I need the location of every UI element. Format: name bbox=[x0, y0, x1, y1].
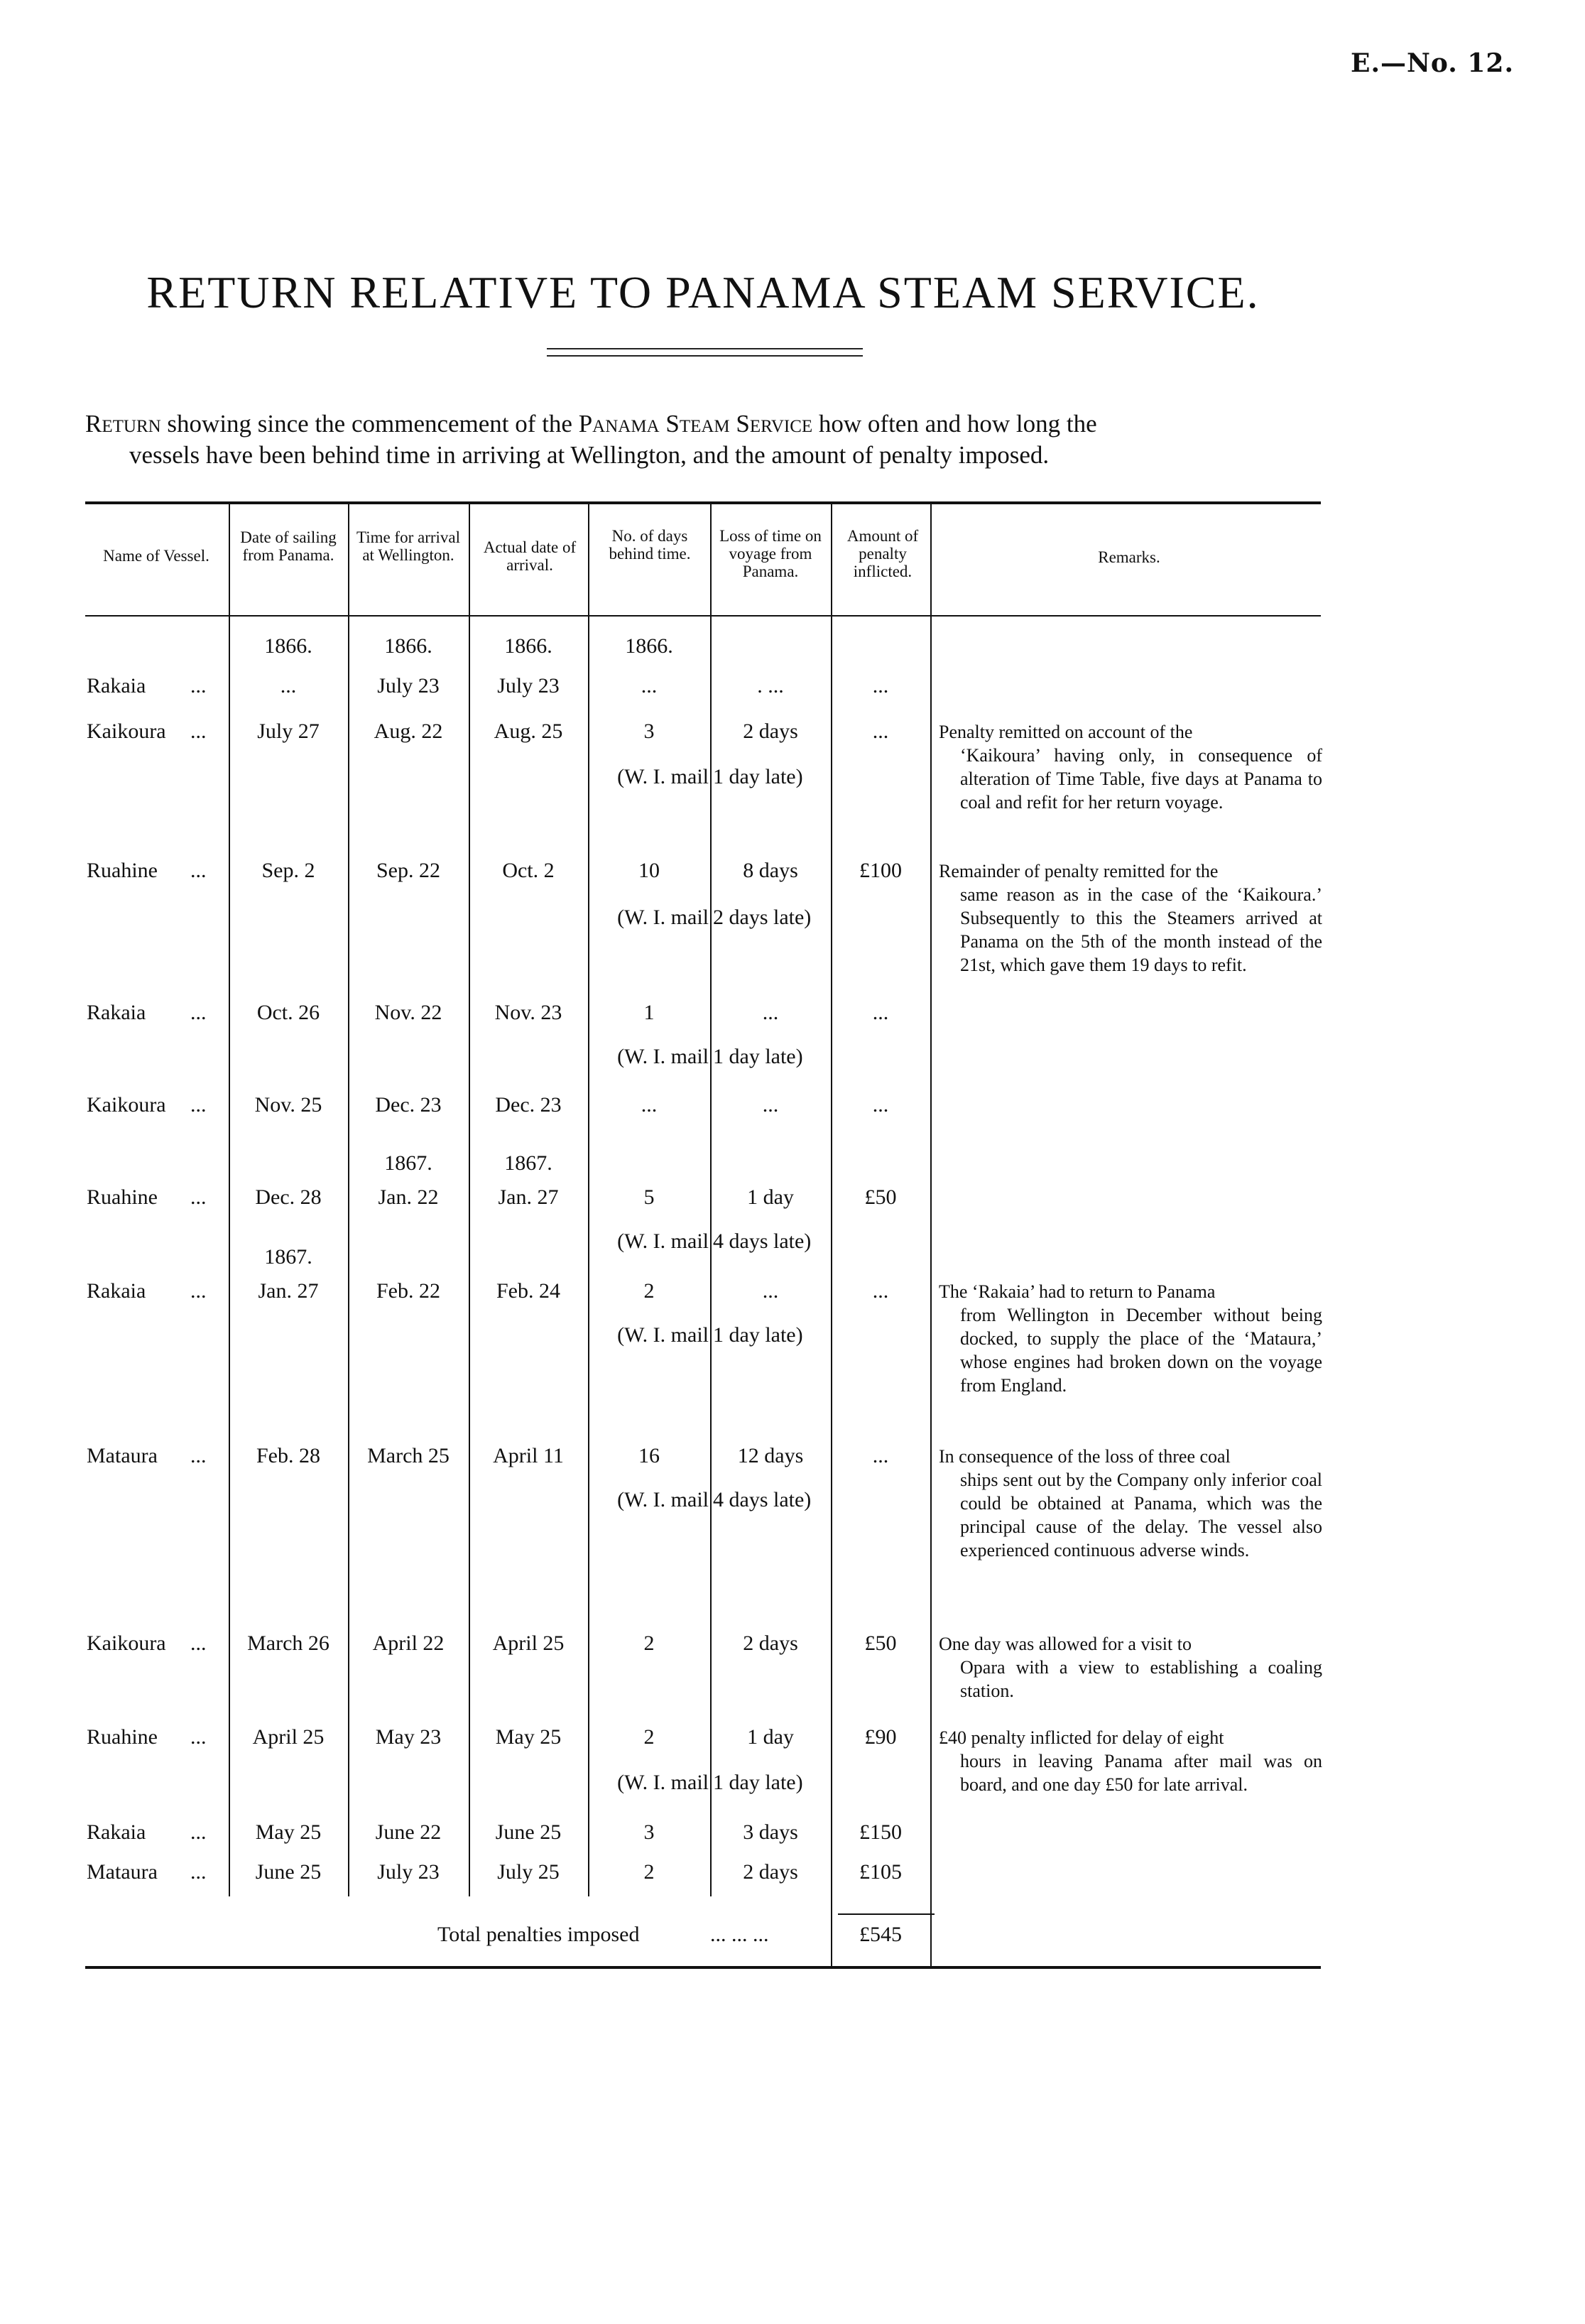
title-rule-top bbox=[547, 348, 863, 349]
wi-late-note: 1 day late) bbox=[713, 1045, 803, 1068]
vessel-leader: ... bbox=[190, 1631, 207, 1655]
intro-return-word: Return bbox=[85, 410, 161, 438]
vessel-name: Rakaia bbox=[87, 1001, 146, 1024]
col-divider-2 bbox=[348, 504, 349, 1896]
arrival-due: Dec. 23 bbox=[375, 1093, 442, 1117]
penalty-amount: ... bbox=[872, 1444, 889, 1467]
loss-of-time: 1 day bbox=[747, 1185, 794, 1209]
table-header-rule bbox=[85, 615, 1321, 617]
penalty-amount: £90 bbox=[864, 1725, 897, 1749]
actual-arrival: June 25 bbox=[495, 1820, 562, 1844]
days-behind: ... bbox=[641, 1093, 658, 1117]
vessel-leader: ... bbox=[190, 1444, 207, 1467]
wi-late-note: 1 day late) bbox=[713, 765, 803, 788]
wi-mail-note: (W. I. mail bbox=[617, 1045, 709, 1068]
sailing-date: Sep. 2 bbox=[261, 859, 315, 882]
days-behind: 16 bbox=[638, 1444, 660, 1467]
days-behind: 2 bbox=[643, 1279, 655, 1303]
loss-of-time: 1 day bbox=[747, 1725, 794, 1749]
arrival-due: July 23 bbox=[377, 674, 440, 697]
sailing-date: March 26 bbox=[247, 1631, 329, 1655]
arrival-due: Sep. 22 bbox=[376, 859, 440, 882]
remark-mataura-feb bbox=[939, 1445, 1322, 1562]
arrival-due: July 23 bbox=[377, 1860, 440, 1884]
penalty-amount: £50 bbox=[864, 1631, 897, 1655]
remark-first-line: £40 penalty inflicted for delay of eight bbox=[939, 1727, 1224, 1748]
vessel-leader: ... bbox=[190, 1725, 207, 1749]
header-days-behind: No. of days behind time. bbox=[609, 527, 691, 563]
vessel-name: Rakaia bbox=[87, 1279, 146, 1303]
intro-line-2: vessels have been behind time in arriving at Wellington, and the amount of penalty imposed. bbox=[129, 441, 1050, 469]
header-remarks: Remarks. bbox=[1098, 548, 1160, 566]
sailing-date: Nov. 25 bbox=[254, 1093, 322, 1117]
year-1867-sail: 1867. bbox=[264, 1245, 312, 1269]
penalty-amount: £50 bbox=[864, 1185, 897, 1209]
total-leader: ... ... ... bbox=[710, 1923, 769, 1946]
loss-of-time: ... bbox=[762, 1279, 779, 1303]
actual-arrival: April 25 bbox=[492, 1631, 565, 1655]
days-behind: 2 bbox=[643, 1631, 655, 1655]
intro-service-name: Panama Steam Service bbox=[578, 410, 813, 438]
vessel-name: Ruahine bbox=[87, 1185, 158, 1209]
year-1867-actual: 1867. bbox=[504, 1151, 552, 1175]
wi-mail-note: (W. I. mail bbox=[617, 1771, 709, 1794]
loss-of-time: . ... bbox=[757, 674, 784, 697]
penalty-amount: ... bbox=[872, 1279, 889, 1303]
vessel-name: Rakaia bbox=[87, 674, 146, 697]
page-title: RETURN RELATIVE TO PANAMA STEAM SERVICE. bbox=[146, 267, 1260, 317]
vessel-leader: ... bbox=[190, 1820, 207, 1844]
arrival-due: May 23 bbox=[375, 1725, 442, 1749]
col-divider-1 bbox=[229, 504, 230, 1896]
vessel-leader: ... bbox=[190, 674, 207, 697]
vessel-name: Kaikoura bbox=[87, 1631, 166, 1655]
days-behind: ... bbox=[641, 674, 658, 697]
actual-arrival: April 11 bbox=[493, 1444, 564, 1467]
col-divider-6 bbox=[831, 504, 832, 1966]
penalty-amount: £105 bbox=[859, 1860, 902, 1884]
remark-first-line: The ‘Rakaia’ had to return to Panama bbox=[939, 1281, 1216, 1302]
wi-late-note: 1 day late) bbox=[713, 1771, 803, 1794]
loss-of-time: 2 days bbox=[743, 1860, 798, 1884]
sailing-date: June 25 bbox=[255, 1860, 322, 1884]
year-1866-time: 1866. bbox=[384, 634, 432, 658]
arrival-due: Nov. 22 bbox=[374, 1001, 442, 1024]
days-behind: 2 bbox=[643, 1860, 655, 1884]
actual-arrival: July 25 bbox=[497, 1860, 560, 1884]
vessel-name: Kaikoura bbox=[87, 720, 166, 743]
loss-of-time: ... bbox=[762, 1093, 779, 1117]
days-behind: 1 bbox=[643, 1001, 655, 1024]
header-time-arrival: Time for arrival at Wellington. bbox=[356, 528, 461, 564]
sailing-date: Oct. 26 bbox=[256, 1001, 320, 1024]
vessel-name: Rakaia bbox=[87, 1820, 146, 1844]
remark-continuation: hours in leaving Panama after mail was on board, and one day £50 for late arrival. bbox=[960, 1751, 1322, 1795]
wi-late-note: 4 days late) bbox=[713, 1229, 812, 1253]
days-behind: 2 bbox=[643, 1725, 655, 1749]
penalty-amount: ... bbox=[872, 720, 889, 743]
penalty-amount: £100 bbox=[859, 859, 902, 882]
actual-arrival: Dec. 23 bbox=[495, 1093, 562, 1117]
document-reference: E.—No. 12. bbox=[1351, 48, 1514, 78]
vessel-leader: ... bbox=[190, 1093, 207, 1117]
remark-ruahine-sep bbox=[939, 859, 1322, 977]
arrival-due: June 22 bbox=[375, 1820, 442, 1844]
days-behind: 3 bbox=[643, 720, 655, 743]
total-amount: £545 bbox=[859, 1923, 902, 1946]
remark-kaikoura-march bbox=[939, 1632, 1322, 1703]
vessel-leader: ... bbox=[190, 720, 207, 743]
loss-of-time: 2 days bbox=[743, 720, 798, 743]
vessel-name: Kaikoura bbox=[87, 1093, 166, 1117]
intro-text-1: showing since the commencement of the bbox=[160, 410, 579, 438]
vessel-leader: ... bbox=[190, 1185, 207, 1209]
actual-arrival: Jan. 27 bbox=[498, 1185, 559, 1209]
sailing-date: ... bbox=[280, 674, 297, 697]
table-bottom-rule bbox=[85, 1966, 1321, 1969]
vessel-leader: ... bbox=[190, 1860, 207, 1884]
remark-ruahine-april bbox=[939, 1726, 1322, 1796]
remark-continuation: same reason as in the case of the ‘Kaikoura.’ Subsequently to this the Steamers arrived at Panama on the 5th of the month instead of the 21st, which gave them 19 days to refit. bbox=[960, 884, 1322, 975]
penalty-amount: £150 bbox=[859, 1820, 902, 1844]
arrival-due: Jan. 22 bbox=[378, 1185, 439, 1209]
col-divider-5 bbox=[710, 504, 712, 1896]
actual-arrival: May 25 bbox=[495, 1725, 562, 1749]
loss-of-time: 12 days bbox=[737, 1444, 804, 1467]
year-1866-sail: 1866. bbox=[264, 634, 312, 658]
total-label: Total penalties imposed bbox=[437, 1923, 640, 1946]
penalty-amount: ... bbox=[872, 1093, 889, 1117]
header-actual: Actual date of arrival. bbox=[483, 538, 577, 574]
penalty-amount: ... bbox=[872, 674, 889, 697]
actual-arrival: Aug. 25 bbox=[494, 720, 563, 743]
sailing-date: Feb. 28 bbox=[256, 1444, 320, 1467]
loss-of-time: 3 days bbox=[743, 1820, 798, 1844]
year-1867-time: 1867. bbox=[384, 1151, 432, 1175]
intro-paragraph bbox=[85, 408, 1321, 471]
title-rule-bottom bbox=[547, 355, 863, 357]
remark-first-line: Penalty remitted on account of the bbox=[939, 722, 1193, 742]
arrival-due: Feb. 22 bbox=[376, 1279, 440, 1303]
wi-late-note: 4 days late) bbox=[713, 1488, 812, 1511]
remark-continuation: ‘Kaikoura’ having only, in consequence of alteration of Time Table, five days at Panama to coal and refit for her return voyage. bbox=[960, 745, 1322, 813]
arrival-due: April 22 bbox=[372, 1631, 445, 1655]
total-sum-rule bbox=[838, 1913, 935, 1915]
penalty-amount: ... bbox=[872, 1001, 889, 1024]
wi-mail-note: (W. I. mail bbox=[617, 1229, 709, 1253]
wi-mail-note: (W. I. mail bbox=[617, 765, 709, 788]
remark-continuation: ships sent out by the Company only inferior coal could be obtained at Panama, which was the principal cause of the delay. The vessel also experienced continuous adverse winds. bbox=[960, 1470, 1322, 1560]
sailing-date: July 27 bbox=[257, 720, 320, 743]
remark-kaikoura-july bbox=[939, 720, 1322, 814]
wi-late-note: 2 days late) bbox=[713, 906, 812, 929]
sailing-date: Dec. 28 bbox=[255, 1185, 322, 1209]
remark-first-line: One day was allowed for a visit to bbox=[939, 1634, 1192, 1654]
vessel-name: Ruahine bbox=[87, 1725, 158, 1749]
remark-continuation: from Wellington in December without being docked, to supply the place of the ‘Mataura,’ whose engines had broken down on the voyage from England. bbox=[960, 1305, 1322, 1396]
wi-mail-note: (W. I. mail bbox=[617, 906, 709, 929]
days-behind: 5 bbox=[643, 1185, 655, 1209]
actual-arrival: July 23 bbox=[497, 674, 560, 697]
days-behind: 10 bbox=[638, 859, 660, 882]
wi-late-note: 1 day late) bbox=[713, 1323, 803, 1347]
sailing-date: April 25 bbox=[252, 1725, 325, 1749]
year-1866-days: 1866. bbox=[625, 634, 673, 658]
header-vessel: Name of Vessel. bbox=[103, 547, 209, 565]
remark-first-line: Remainder of penalty remitted for the bbox=[939, 861, 1219, 881]
year-1866-actual: 1866. bbox=[504, 634, 552, 658]
sailing-date: May 25 bbox=[255, 1820, 322, 1844]
loss-of-time: 8 days bbox=[743, 859, 798, 882]
col-divider-7 bbox=[930, 504, 932, 1966]
vessel-leader: ... bbox=[190, 1001, 207, 1024]
vessel-leader: ... bbox=[190, 859, 207, 882]
vessel-name: Mataura bbox=[87, 1860, 158, 1884]
loss-of-time: ... bbox=[762, 1001, 779, 1024]
col-divider-3 bbox=[469, 504, 470, 1896]
remark-continuation: Opara with a view to establishing a coaling station. bbox=[960, 1657, 1322, 1701]
wi-mail-note: (W. I. mail bbox=[617, 1488, 709, 1511]
remark-first-line: In consequence of the loss of three coal bbox=[939, 1446, 1231, 1467]
arrival-due: Aug. 22 bbox=[374, 720, 443, 743]
table-top-rule bbox=[85, 501, 1321, 504]
sailing-date: Jan. 27 bbox=[258, 1279, 319, 1303]
wi-mail-note: (W. I. mail bbox=[617, 1323, 709, 1347]
header-sailing: Date of sailing from Panama. bbox=[240, 528, 337, 564]
vessel-name: Ruahine bbox=[87, 859, 158, 882]
actual-arrival: Nov. 23 bbox=[494, 1001, 562, 1024]
arrival-due: March 25 bbox=[367, 1444, 450, 1467]
header-loss: Loss of time on voyage from Panama. bbox=[719, 527, 822, 580]
days-behind: 3 bbox=[643, 1820, 655, 1844]
remark-rakaia-jan bbox=[939, 1280, 1322, 1397]
actual-arrival: Feb. 24 bbox=[496, 1279, 560, 1303]
intro-text-2: how often and how long the bbox=[812, 410, 1097, 438]
loss-of-time: 2 days bbox=[743, 1631, 798, 1655]
col-divider-4 bbox=[588, 504, 589, 1896]
vessel-name: Mataura bbox=[87, 1444, 158, 1467]
actual-arrival: Oct. 2 bbox=[502, 859, 555, 882]
header-penalty: Amount of penalty inflicted. bbox=[846, 527, 919, 580]
vessel-leader: ... bbox=[190, 1279, 207, 1303]
